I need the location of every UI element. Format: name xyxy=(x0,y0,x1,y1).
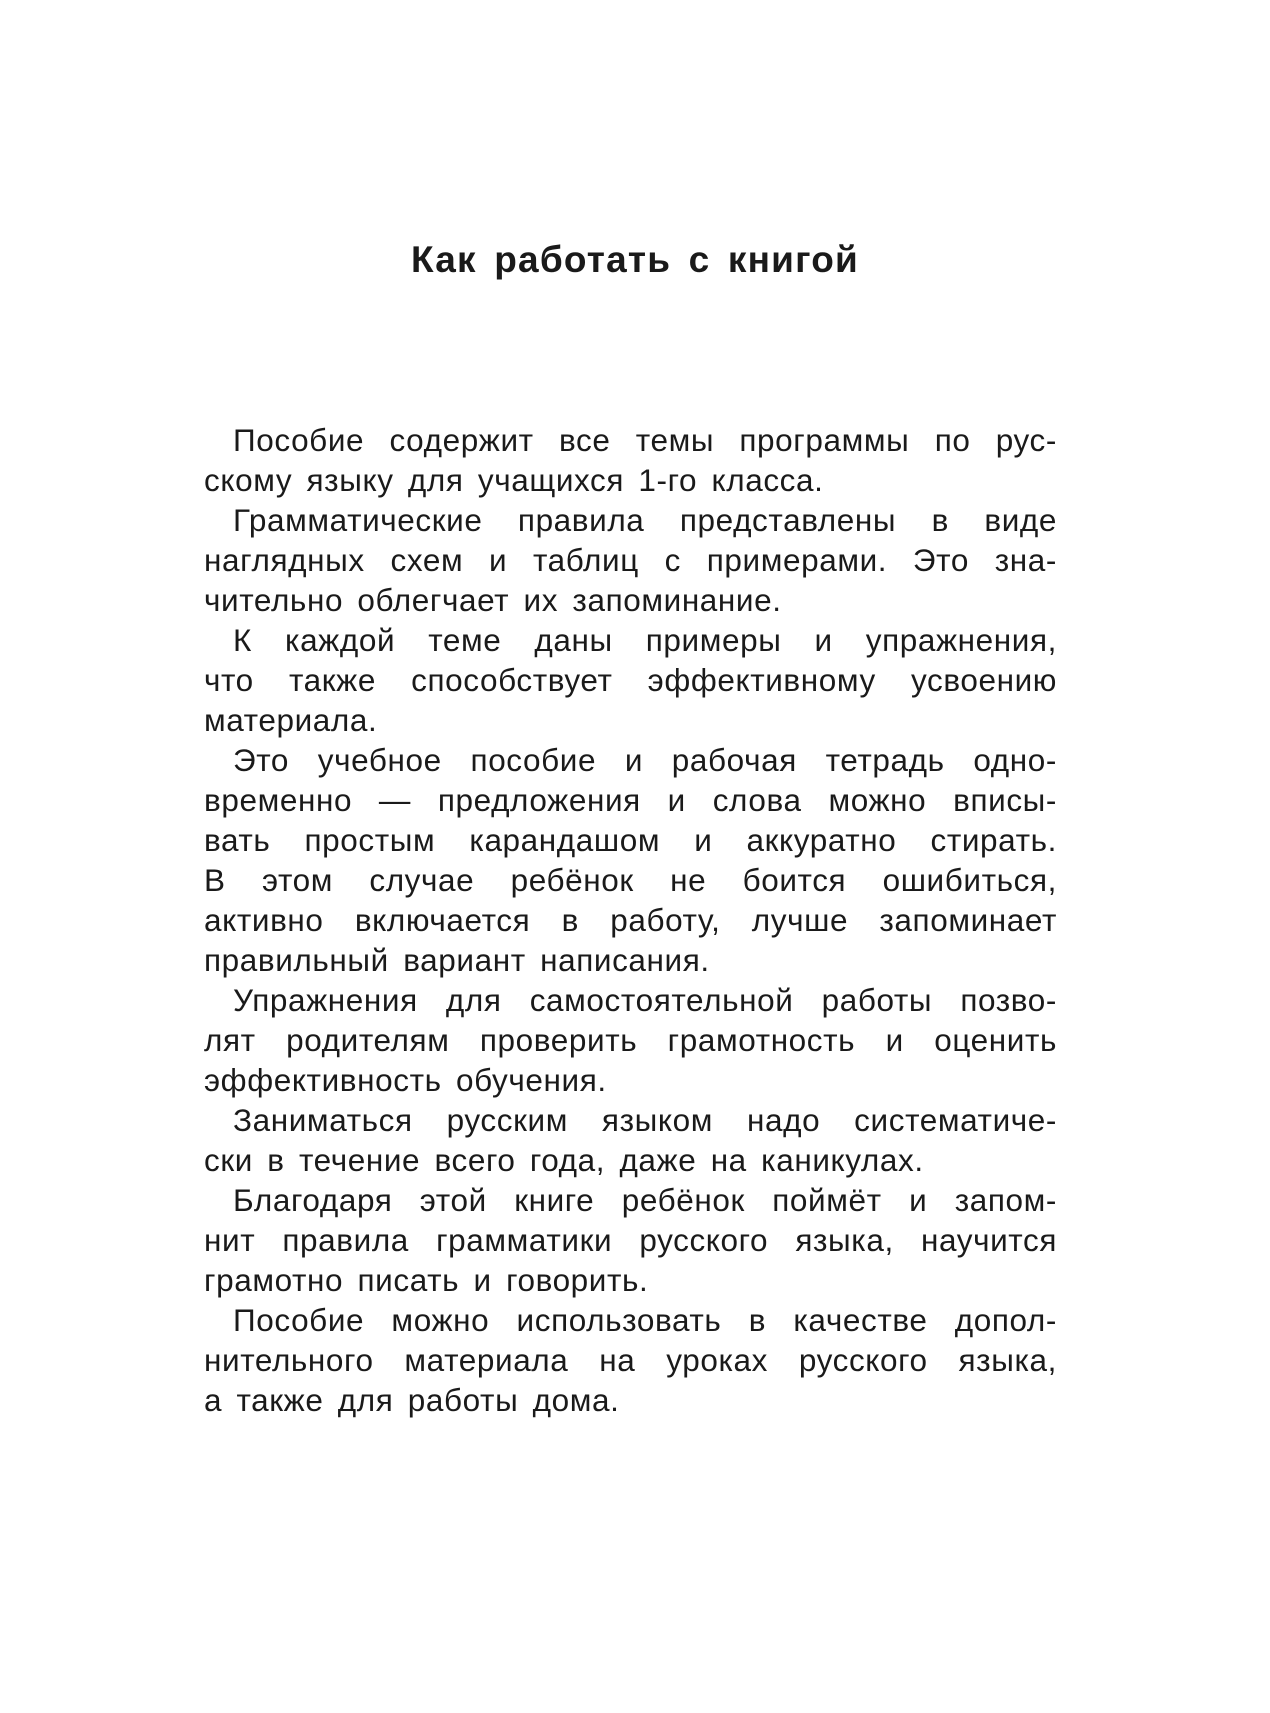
text-line: эффективность обучения. xyxy=(204,1062,607,1098)
text-line: вать простым карандашом и аккуратно стирать. xyxy=(204,822,1057,858)
text-line: временно — предложения и слова можно вписы- xyxy=(204,782,1057,818)
body-text xyxy=(204,420,1057,1420)
text-line: Пособие содержит все темы программы по рус- xyxy=(233,422,1057,458)
text-line: Упражнения для самостоятельной работы позво- xyxy=(233,982,1057,1018)
text-line: материала. xyxy=(204,702,378,738)
text-line: Заниматься русским языком надо систематиче- xyxy=(233,1102,1057,1138)
text-line: нит правила грамматики русского языка, научится xyxy=(204,1222,1057,1258)
text-line: В этом случае ребёнок не боится ошибиться, xyxy=(204,862,1057,898)
text-line: ски в течение всего года, даже на каникулах. xyxy=(204,1142,924,1178)
text-line: наглядных схем и таблиц с примерами. Это зна- xyxy=(204,542,1057,578)
text-line: грамотно писать и говорить. xyxy=(204,1262,649,1298)
text-line: скому языку для учащихся 1-го класса. xyxy=(204,462,824,498)
text-line: нительного материала на уроках русского языка, xyxy=(204,1342,1057,1378)
text-line: чительно облегчает их запоминание. xyxy=(204,582,782,618)
text-line: что также способствует эффективному усвоению xyxy=(204,662,1057,698)
text-line: а также для работы дома. xyxy=(204,1382,620,1418)
text-line: лят родителям проверить грамотность и оценить xyxy=(204,1022,1057,1058)
text-line: Благодаря этой книге ребёнок поймёт и запом- xyxy=(233,1182,1057,1218)
text-line: Грамматические правила представлены в виде xyxy=(233,502,1057,538)
text-line: Пособие можно использовать в качестве допол- xyxy=(233,1302,1057,1338)
text-line: правильный вариант написания. xyxy=(204,942,710,978)
page-title: Как работать с книгой xyxy=(411,239,859,280)
text-line: активно включается в работу, лучше запоминает xyxy=(204,902,1057,938)
text-line: Это учебное пособие и рабочая тетрадь одно- xyxy=(233,742,1057,778)
text-line: К каждой теме даны примеры и упражнения, xyxy=(233,622,1057,658)
